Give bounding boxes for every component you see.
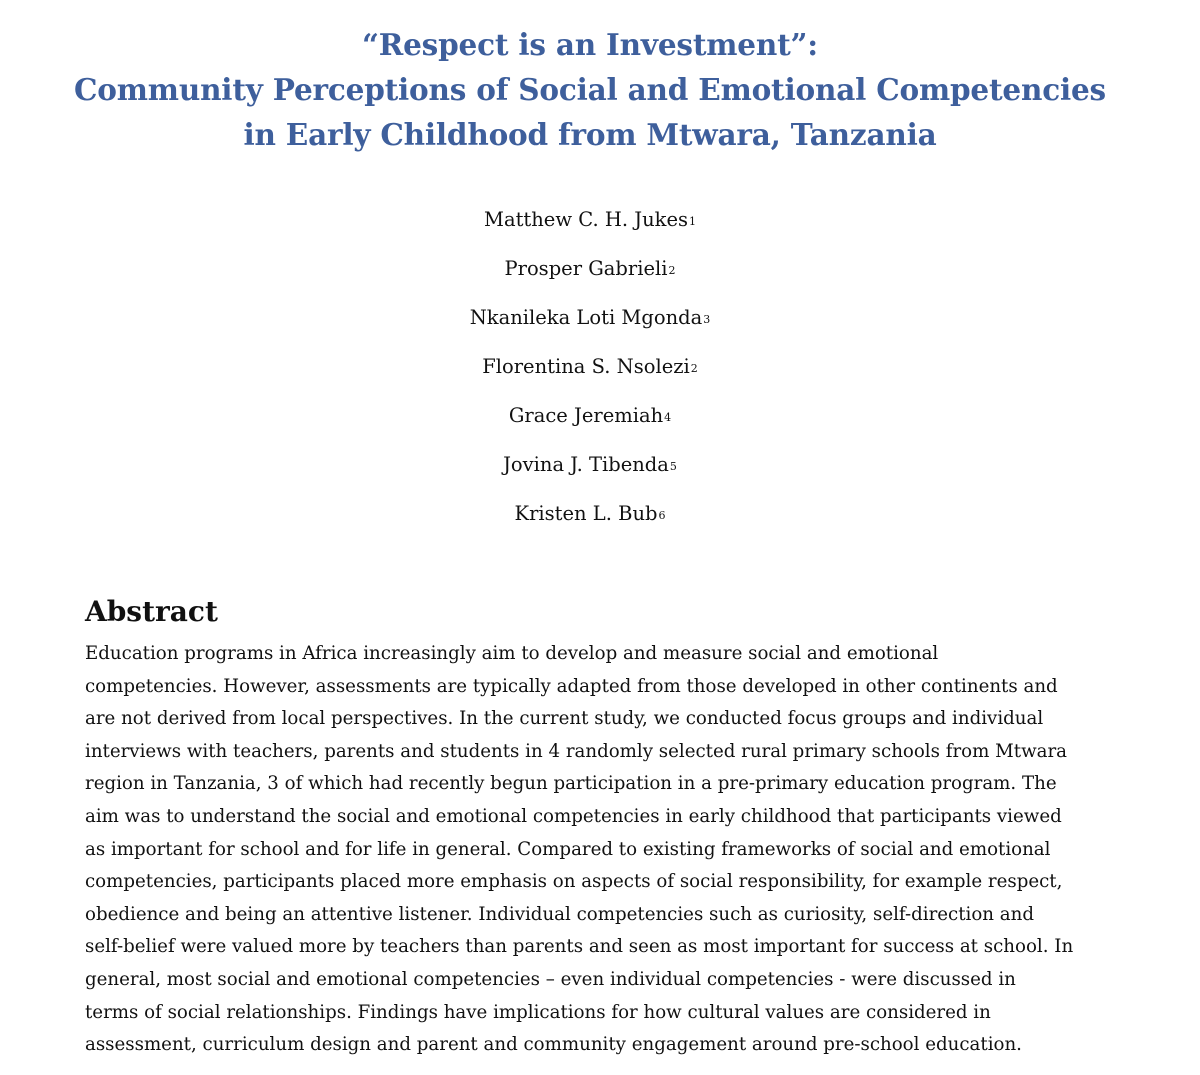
abstract-line: aim was to understand the social and emotional competencies in early childhood that participants viewed [85, 805, 1062, 827]
abstract-line: competencies, participants placed more emphasis on aspects of social responsibility, for example respect, [85, 871, 1063, 893]
abstract-heading: Abstract [85, 595, 218, 628]
author-entry [0, 301, 1180, 350]
abstract-line: competencies. However, assessments are typically adapted from those developed in other continents and [85, 675, 1058, 697]
author-name: Prosper Gabrieli [504, 257, 668, 280]
author-entry [0, 203, 1180, 252]
title-line: in Early Childhood from Mtwara, Tanzania [243, 117, 937, 152]
abstract-line: self-belief were valued more by teachers than parents and seen as most important for success at school. In [85, 936, 1074, 958]
abstract-body [85, 638, 1125, 1062]
author-entry [0, 448, 1180, 497]
author-affiliation: 4 [664, 411, 672, 424]
author-name: Grace Jeremiah [508, 404, 664, 427]
author-entry [0, 399, 1180, 448]
author-affiliation: 3 [703, 313, 711, 326]
abstract-line: general, most social and emotional competencies – even individual competencies - were discussed in [85, 968, 1016, 990]
abstract-line: as important for school and for life in general. Compared to existing frameworks of social and emotional [85, 838, 1051, 860]
author-name: Jovina J. Tibenda [503, 453, 669, 476]
abstract-line: interviews with teachers, parents and students in 4 randomly selected rural primary schools from Mtwara [85, 740, 1068, 762]
author-affiliation: 2 [690, 362, 698, 375]
abstract-line: obedience and being an attentive listener. Individual competencies such as curiosity, self-direction and [85, 903, 1034, 925]
author-name: Matthew C. H. Jukes [483, 208, 689, 231]
author-entry [0, 350, 1180, 399]
author-name: Florentina S. Nsolezi [482, 355, 690, 378]
author-name: Kristen L. Bub [514, 502, 658, 525]
author-entry [0, 497, 1180, 546]
abstract-line: Education programs in Africa increasingly aim to develop and measure social and emotional [85, 643, 939, 664]
title-line: Community Perceptions of Social and Emotional Competencies [74, 72, 1106, 107]
author-list [0, 203, 1180, 546]
paper-title [60, 22, 1120, 157]
abstract-line: terms of social relationships. Findings have implications for how cultural values are considered in [85, 1001, 991, 1023]
abstract-line: are not derived from local perspectives. In the current study, we conducted focus groups and individual [85, 708, 1044, 730]
title-line: “Respect is an Investment”: [362, 27, 818, 62]
abstract-line: region in Tanzania, 3 of which had recently begun participation in a pre-primary education program. The [85, 773, 1057, 795]
author-affiliation: 1 [689, 215, 697, 228]
author-name: Nkanileka Loti Mgonda [469, 306, 703, 329]
abstract-line: assessment, curriculum design and parent and community engagement around pre-school education. [85, 1034, 1022, 1056]
author-affiliation: 5 [669, 460, 677, 473]
author-affiliation: 6 [658, 509, 666, 522]
author-entry [0, 252, 1180, 301]
author-affiliation: 2 [668, 264, 676, 277]
